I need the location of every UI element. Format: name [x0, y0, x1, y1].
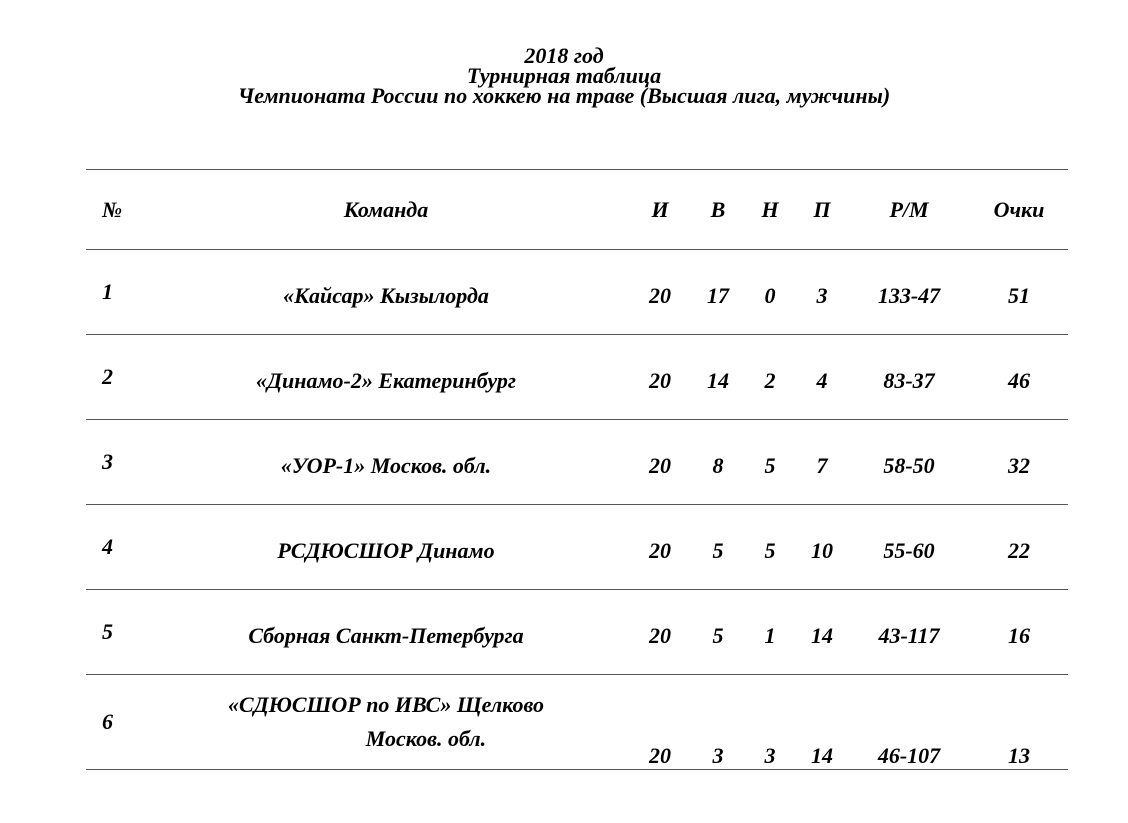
table-row	[86, 589, 1068, 674]
row-team: «УОР-1» Москов. обл.	[280, 453, 492, 478]
row-draws: 2	[764, 368, 776, 393]
heading-subtitle: Чемпионата России по хоккею на траве (Высшая лига, мужчины)	[237, 83, 891, 108]
row-wins: 5	[712, 538, 724, 563]
row-team: «Кайсар» Кызылорда	[283, 283, 489, 308]
row-team-line1: «СДЮСШОР по ИВС» Щелково	[227, 692, 544, 717]
row-games: 20	[649, 623, 671, 648]
row-points: 46	[1008, 368, 1030, 393]
row-num: 1	[102, 279, 113, 304]
standings-table	[86, 169, 1068, 770]
row-num: 6	[102, 709, 113, 734]
row-goals: 58-50	[883, 453, 935, 478]
row-goals: 83-37	[883, 368, 935, 393]
row-games: 20	[649, 453, 671, 478]
table-row	[86, 249, 1068, 334]
header-games: И	[651, 196, 669, 222]
row-losses: 10	[811, 538, 833, 563]
row-games: 20	[649, 743, 671, 768]
row-team-line2: Москов. обл.	[365, 726, 487, 751]
heading-year: 2018 год	[524, 43, 604, 68]
header-losses: П	[813, 196, 831, 222]
row-points: 22	[1008, 538, 1030, 563]
row-draws: 5	[764, 538, 776, 563]
row-wins: 5	[712, 623, 724, 648]
row-draws: 0	[764, 283, 776, 308]
header-num: №	[102, 196, 123, 222]
row-losses: 7	[816, 453, 828, 478]
row-points: 13	[1008, 743, 1030, 768]
row-num: 5	[102, 619, 113, 644]
row-points: 16	[1008, 623, 1030, 648]
row-wins: 3	[712, 743, 724, 768]
row-wins: 8	[712, 453, 724, 478]
row-points: 51	[1008, 283, 1030, 308]
header-goals: Р/М	[889, 196, 929, 222]
document-heading	[0, 43, 1128, 108]
header-draws: Н	[761, 196, 779, 222]
table-row	[86, 674, 1068, 770]
table-row	[86, 419, 1068, 504]
row-num: 3	[102, 449, 113, 474]
table-row	[86, 334, 1068, 419]
header-wins: В	[710, 196, 726, 222]
heading-title: Турнирная таблица	[466, 63, 662, 88]
row-wins: 17	[707, 283, 729, 308]
row-games: 20	[649, 368, 671, 393]
row-num: 4	[102, 534, 113, 559]
row-draws: 5	[764, 453, 776, 478]
table-header-row	[86, 169, 1068, 249]
row-losses: 4	[816, 368, 828, 393]
row-goals: 133-47	[877, 283, 941, 308]
row-goals: 46-107	[877, 743, 941, 768]
table-row	[86, 504, 1068, 589]
row-goals: 43-117	[878, 623, 940, 648]
row-team: Сборная Санкт-Петербурга	[248, 623, 524, 648]
row-losses: 14	[811, 623, 833, 648]
row-wins: 14	[707, 368, 729, 393]
row-num: 2	[102, 364, 113, 389]
row-draws: 1	[764, 623, 776, 648]
row-losses: 3	[816, 283, 828, 308]
row-games: 20	[649, 538, 671, 563]
row-goals: 55-60	[883, 538, 935, 563]
row-team: «Динамо-2» Екатеринбург	[256, 368, 516, 393]
row-draws: 3	[764, 743, 776, 768]
header-team: Команда	[343, 196, 429, 222]
row-points: 32	[1008, 453, 1030, 478]
row-team: РСДЮСШОР Динамо	[277, 538, 495, 563]
header-points: Очки	[993, 196, 1045, 222]
row-games: 20	[649, 283, 671, 308]
row-losses: 14	[811, 743, 833, 768]
row-team	[196, 675, 576, 769]
